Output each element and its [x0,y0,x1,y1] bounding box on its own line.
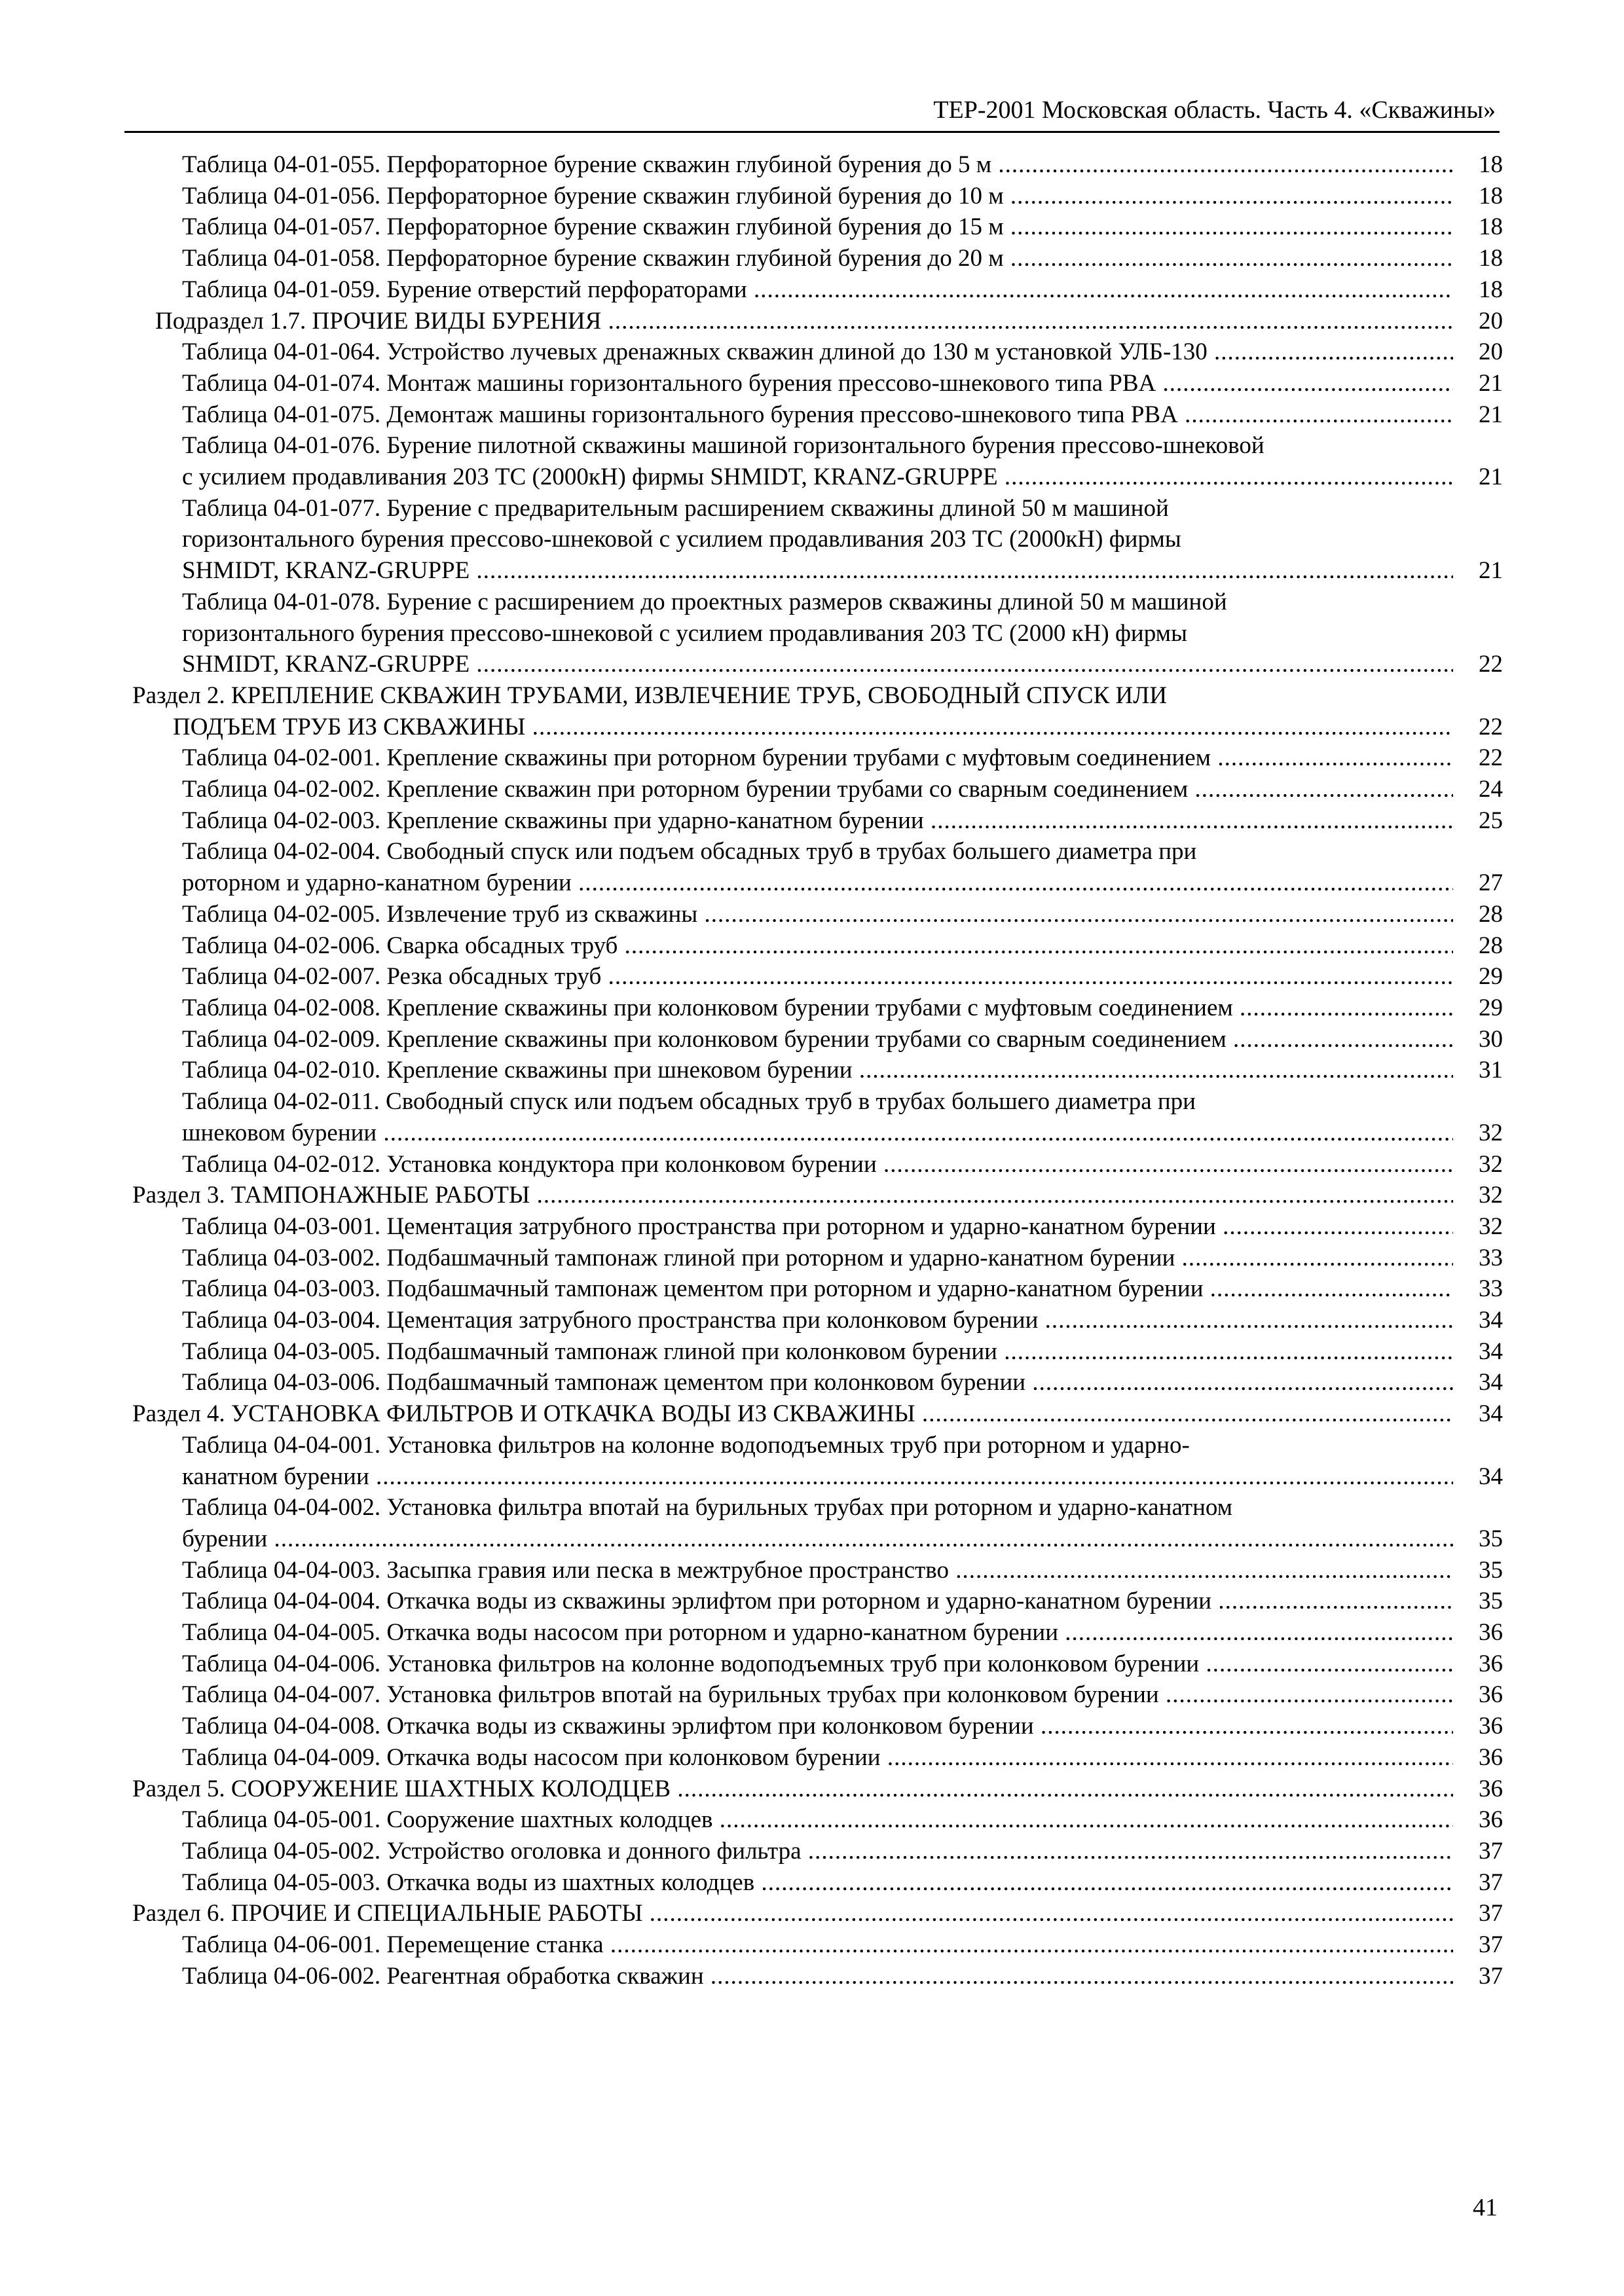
toc-entry[interactable] [124,1742,1503,1774]
toc-entry-title: Таблица 04-02-004. Свободный спуск или подъем обсадных труб в трубах большего диаметра при [182,838,1197,866]
page-number: 41 [1473,2194,1498,2221]
toc-entry-title: Раздел 5. СООРУЖЕНИЕ ШАХТНЫХ КОЛОДЦЕВ ..... [132,1776,1457,1802]
toc-entry[interactable] [124,1836,1503,1867]
toc-entry-title: Таблица 04-01-076. Бурение пилотной скважины машиной горизонтального бурения прессово-шнековой [182,432,1264,460]
toc-entry-title: Таблица 04-03-005. Подбашмачный тампонаж глиной при колонковом бурении ..... [182,1338,1457,1365]
toc-entry-page: 37 [1453,1867,1503,1899]
toc-entry[interactable] [124,1961,1503,1992]
toc-entry-title: Таблица 04-02-012. Установка кондуктора при колонковом бурении ..... [182,1151,1457,1178]
toc-entry[interactable] [124,1024,1503,1055]
toc-entry[interactable] [124,1867,1503,1899]
toc-entry[interactable] [124,1804,1503,1836]
toc-entry-page: 32 [1453,1211,1503,1243]
toc-entry[interactable] [124,430,1503,492]
toc-entry-title: горизонтального бурения прессово-шнековой с усилием продавливания 203 ТС (2000кН) фирмы [182,526,1181,553]
toc-entry-page: 25 [1453,805,1503,837]
toc-entry[interactable] [124,1398,1503,1430]
toc-entry-title: Таблица 04-01-057. Перфораторное бурение скважин глубиной бурения до 15 м ..... [182,213,1457,240]
toc-entry-page: 28 [1453,930,1503,962]
toc-entry-title: Таблица 04-01-055. Перфораторное бурение скважин глубиной бурения до 5 м ..... [182,151,1457,178]
toc-entry[interactable] [124,1586,1503,1617]
toc-entry[interactable] [124,742,1503,774]
toc-entry-title: Таблица 04-01-056. Перфораторное бурение скважин глубиной бурения до 10 м ..... [182,183,1457,210]
toc-entry-page: 21 [1453,555,1503,587]
toc-entry[interactable] [124,1149,1503,1180]
toc-entry-page: 35 [1453,1523,1503,1555]
toc-entry-page: 27 [1453,867,1503,899]
toc-entry-page: 31 [1453,1055,1503,1086]
toc-entry-page: 36 [1453,1742,1503,1774]
toc-entry-title: Таблица 04-04-006. Установка фильтров на колонне водоподъемных труб при колонковом бурении ..... [182,1650,1457,1677]
toc-entry[interactable] [124,1086,1503,1148]
toc-entry-title: Раздел 6. ПРОЧИЕ И СПЕЦИАЛЬНЫЕ РАБОТЫ ..... [132,1900,1457,1927]
toc-entry-page: 35 [1453,1555,1503,1586]
toc-entry-page: 21 [1453,399,1503,431]
toc-entry-title: Таблица 04-02-008. Крепление скважины при колонковом бурении трубами с муфтовым соединением ..... [182,994,1457,1021]
toc-entry[interactable] [124,1430,1503,1492]
toc-entry[interactable] [124,1617,1503,1649]
toc-entry-page: 20 [1453,337,1503,368]
page-header [124,97,1500,133]
toc-entry-title: Таблица 04-01-058. Перфораторное бурение скважин глубиной бурения до 20 м ..... [182,245,1457,272]
toc-entry[interactable] [124,1711,1503,1742]
toc-entry-title: Таблица 04-02-007. Резка обсадных труб ..... [182,963,1457,990]
toc-entry-title: Таблица 04-04-004. Откачка воды из скважины эрлифтом при роторном и ударно-канатном бурении ..... [182,1588,1457,1614]
toc-entry-page: 35 [1453,1586,1503,1617]
toc-entry[interactable] [124,211,1503,243]
toc-entry-title: Таблица 04-04-002. Установка фильтра впотай на бурильных трубах при роторном и ударно-канатном [182,1494,1233,1522]
toc-entry-page: 34 [1453,1461,1503,1493]
toc-entry-title: Таблица 04-02-006. Сварка обсадных труб ..... [182,932,1457,959]
toc-entry-title: Таблица 04-04-007. Установка фильтров впотай на бурильных трубах при колонковом бурении ..... [182,1681,1457,1708]
toc-entry-page: 29 [1453,961,1503,993]
toc-entry-page: 18 [1453,211,1503,243]
toc-entry-page: 28 [1453,899,1503,930]
toc-entry[interactable] [124,1243,1503,1274]
toc-entry[interactable] [124,149,1503,181]
toc-entry-title: Таблица 04-01-078. Бурение с расширением до проектных размеров скважины длиной 50 м машиной [182,588,1227,615]
toc-entry-title: Таблица 04-02-003. Крепление скважины при ударно-канатном бурении ..... [182,807,1457,834]
toc-entry-title: Таблица 04-03-002. Подбашмачный тампонаж глиной при роторном и ударно-канатном бурении ..... [182,1245,1457,1271]
toc-entry-title: Таблица 04-03-004. Цементация затрубного пространства при колонковом бурении ..... [182,1307,1457,1334]
toc-entry-page: 37 [1453,1961,1503,1992]
toc-entry[interactable] [124,1929,1503,1961]
toc-entry-page: 18 [1453,243,1503,274]
toc-entry[interactable] [124,1774,1503,1805]
toc-entry-page: 34 [1453,1398,1503,1430]
toc-entry-page: 36 [1453,1679,1503,1711]
toc-entry[interactable] [124,993,1503,1024]
toc-entry-title: Таблица 04-02-009. Крепление скважины при колонковом бурении трубами со сварным соединением ..... [182,1026,1457,1053]
toc-entry-title: SHMIDT, KRANZ-GRUPPE ..... [182,651,1457,678]
toc-entry-title: шнековом бурении ..... [182,1120,1457,1146]
toc-entry-page: 33 [1453,1273,1503,1305]
toc-entry-title: Раздел 3. ТАМПОНАЖНЫЕ РАБОТЫ ..... [132,1182,1457,1209]
toc-entry-page: 18 [1453,149,1503,181]
toc-entry[interactable] [124,181,1503,212]
document-title: ТЕР-2001 Московская область. Часть 4. «Скважины» [933,96,1496,124]
toc-entry-title: канатном бурении ..... [182,1463,1457,1490]
toc-entry[interactable] [124,368,1503,399]
toc-entry[interactable] [124,587,1503,680]
toc-entry[interactable] [124,680,1503,742]
toc-entry[interactable] [124,399,1503,431]
toc-entry-page: 36 [1453,1774,1503,1805]
toc-entry-title: Подраздел 1.7. ПРОЧИЕ ВИДЫ БУРЕНИЯ ..... [155,308,1457,335]
toc-entry-page: 24 [1453,774,1503,805]
toc-entry-title: Таблица 04-02-010. Крепление скважины при шнековом бурении ..... [182,1057,1457,1084]
table-of-contents [124,149,1503,1992]
toc-entry-page: 37 [1453,1836,1503,1867]
toc-entry-title: Таблица 04-04-003. Засыпка гравия или песка в межтрубное пространство ..... [182,1557,1457,1584]
toc-entry-title: Таблица 04-03-003. Подбашмачный тампонаж цементом при роторном и ударно-канатном бурении ..... [182,1275,1457,1302]
toc-entry-title: Таблица 04-04-001. Установка фильтров на колонне водоподъемных труб при роторном и ударно- [182,1431,1190,1459]
toc-entry-page: 32 [1453,1180,1503,1211]
toc-entry[interactable] [124,930,1503,962]
toc-entry-title: Таблица 04-01-077. Бурение с предварительным расширением скважины длиной 50 м машиной [182,494,1169,522]
toc-entry-page: 36 [1453,1649,1503,1680]
toc-entry[interactable] [124,1273,1503,1305]
toc-entry-title: Таблица 04-01-074. Монтаж машины горизонтального бурения прессово-шнекового типа PBA ..... [182,370,1457,397]
toc-entry[interactable] [124,493,1503,587]
toc-entry[interactable] [124,274,1503,306]
toc-entry-page: 21 [1453,462,1503,493]
toc-entry-title: ПОДЪЕМ ТРУБ ИЗ СКВАЖИНЫ ..... [173,714,1457,740]
toc-entry-title: Таблица 04-04-008. Откачка воды из скважины эрлифтом при колонковом бурении ..... [182,1713,1457,1740]
toc-entry[interactable] [124,899,1503,930]
toc-entry-page: 36 [1453,1617,1503,1649]
toc-entry-title: Таблица 04-05-001. Сооружение шахтных колодцев ..... [182,1806,1457,1833]
toc-entry-title: Раздел 2. КРЕПЛЕНИЕ СКВАЖИН ТРУБАМИ, ИЗВЛЕЧЕНИЕ ТРУБ, СВОБОДНЫЙ СПУСК ИЛИ [132,682,1168,709]
toc-entry-title: Таблица 04-01-075. Демонтаж машины горизонтального бурения прессово-шнекового типа PBA ..... [182,401,1457,428]
toc-entry-page: 33 [1453,1243,1503,1274]
toc-entry-title: Таблица 04-01-059. Бурение отверстий перфораторами ..... [182,276,1457,303]
toc-entry-title: Таблица 04-06-001. Перемещение станка ..... [182,1931,1457,1958]
toc-entry-title: Таблица 04-03-001. Цементация затрубного пространства при роторном и ударно-канатном бурении ..... [182,1213,1457,1240]
toc-entry-title: Таблица 04-02-002. Крепление скважин при роторном бурении трубами со сварным соединением ..... [182,776,1457,803]
toc-entry-title: Таблица 04-04-005. Откачка воды насосом при роторном и ударно-канатном бурении ..... [182,1619,1457,1646]
toc-entry-title: с усилием продавливания 203 ТС (2000кН) фирмы SHMIDT, KRANZ-GRUPPE ..... [182,464,1457,490]
toc-entry[interactable] [124,1336,1503,1368]
toc-entry-title: Таблица 04-04-009. Откачка воды насосом при колонковом бурении ..... [182,1744,1457,1771]
toc-entry[interactable] [124,1679,1503,1711]
toc-entry[interactable] [124,836,1503,898]
toc-entry-page: 22 [1453,712,1503,743]
toc-entry[interactable] [124,337,1503,368]
toc-entry[interactable] [124,1367,1503,1398]
toc-entry-title: SHMIDT, KRANZ-GRUPPE ..... [182,557,1457,584]
toc-entry[interactable] [124,1305,1503,1336]
toc-entry-title: Таблица 04-02-001. Крепление скважины при роторном бурении трубами с муфтовым соединением ..... [182,744,1457,771]
toc-entry-page: 34 [1453,1305,1503,1336]
toc-entry-page: 37 [1453,1929,1503,1961]
toc-entry-title: Таблица 04-02-011. Свободный спуск или подъем обсадных труб в трубах большего диаметра при [182,1088,1196,1116]
toc-entry-page: 30 [1453,1024,1503,1055]
toc-entry-page: 34 [1453,1336,1503,1368]
toc-entry-page: 37 [1453,1898,1503,1929]
toc-entry-title: Таблица 04-03-006. Подбашмачный тампонаж цементом при колонковом бурении ..... [182,1369,1457,1396]
toc-entry-title: Таблица 04-05-002. Устройство оголовка и донного фильтра ..... [182,1838,1457,1865]
toc-entry[interactable] [124,1211,1503,1243]
toc-entry-title: Раздел 4. УСТАНОВКА ФИЛЬТРОВ И ОТКАЧКА ВОДЫ ИЗ СКВАЖИНЫ ..... [132,1400,1457,1427]
toc-entry-page: 32 [1453,1118,1503,1149]
toc-entry-title: Таблица 04-01-064. Устройство лучевых дренажных скважин длиной до 130 м установкой УЛБ-130 ..... [182,338,1457,365]
toc-entry-page: 32 [1453,1149,1503,1180]
toc-entry[interactable] [124,1555,1503,1586]
toc-entry-page: 21 [1453,368,1503,399]
toc-entry[interactable] [124,1492,1503,1554]
toc-entry[interactable] [124,1649,1503,1680]
toc-entry-page: 36 [1453,1804,1503,1836]
toc-entry-title: Таблица 04-06-002. Реагентная обработка скважин ..... [182,1963,1457,1990]
toc-entry[interactable] [124,805,1503,837]
toc-entry-title: Таблица 04-02-005. Извлечение труб из скважины ..... [182,901,1457,928]
toc-entry[interactable] [124,961,1503,993]
toc-entry[interactable] [124,243,1503,274]
toc-entry-page: 18 [1453,274,1503,306]
toc-entry-page: 36 [1453,1711,1503,1742]
toc-entry-title: горизонтального бурения прессово-шнековой с усилием продавливания 203 ТС (2000 кН) фирмы [182,619,1187,647]
toc-entry[interactable] [124,1898,1503,1929]
toc-entry-title: роторном и ударно-канатном бурении ..... [182,869,1457,896]
toc-entry-page: 22 [1453,649,1503,680]
toc-entry[interactable] [124,306,1503,337]
toc-entry-title: бурении ..... [182,1525,1457,1552]
toc-entry-page: 18 [1453,181,1503,212]
toc-entry-page: 20 [1453,306,1503,337]
toc-entry-page: 29 [1453,993,1503,1024]
toc-entry[interactable] [124,1180,1503,1211]
toc-entry-page: 34 [1453,1367,1503,1398]
toc-entry[interactable] [124,774,1503,805]
toc-entry-title: Таблица 04-05-003. Откачка воды из шахтных колодцев ..... [182,1869,1457,1896]
toc-entry-page: 22 [1453,742,1503,774]
toc-entry[interactable] [124,1055,1503,1086]
